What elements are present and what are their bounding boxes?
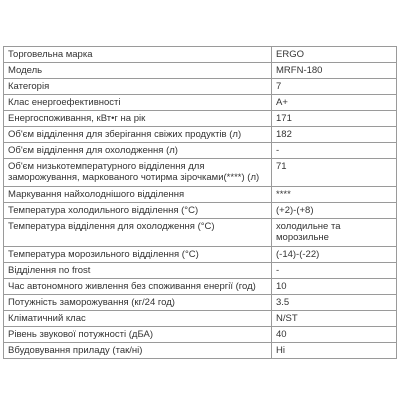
table-row — [4, 187, 397, 203]
spec-value: (-14)-(-22) — [272, 247, 397, 263]
spec-value: **** — [272, 187, 397, 203]
table-row — [4, 95, 397, 111]
table-row — [4, 143, 397, 159]
spec-label: Категорія — [4, 79, 272, 95]
spec-label: Температура холодильного відділення (°С) — [4, 203, 272, 219]
spec-label: Температура відділення для охолодження (°С) — [4, 219, 272, 247]
spec-value: 10 — [272, 279, 397, 295]
spec-label: Об'єм відділення для охолодження (л) — [4, 143, 272, 159]
table-row — [4, 47, 397, 63]
spec-label: Маркування найхолоднішого відділення — [4, 187, 272, 203]
table-row — [4, 63, 397, 79]
spec-label: Потужність заморожування (кг/24 год) — [4, 295, 272, 311]
spec-label: Кліматичний клас — [4, 311, 272, 327]
spec-value: 171 — [272, 111, 397, 127]
spec-label: Час автономного живлення без споживання енергії (год) — [4, 279, 272, 295]
spec-value: - — [272, 143, 397, 159]
spec-label: Об'єм відділення для зберігання свіжих продуктів (л) — [4, 127, 272, 143]
table-row — [4, 263, 397, 279]
spec-label: Торговельна марка — [4, 47, 272, 63]
spec-label: Рівень звукової потужності (дБА) — [4, 327, 272, 343]
spec-label: Об'єм низькотемпературного відділення для заморожування, маркованого чотирма зірочками(****) (л) — [4, 159, 272, 187]
spec-value: N/ST — [272, 311, 397, 327]
spec-value: A+ — [272, 95, 397, 111]
table-row — [4, 79, 397, 95]
spec-label: Температура морозильного відділення (°С) — [4, 247, 272, 263]
table-row — [4, 311, 397, 327]
table-row — [4, 203, 397, 219]
specifications-table — [3, 46, 397, 359]
spec-value: 40 — [272, 327, 397, 343]
table-row — [4, 159, 397, 187]
table-row — [4, 279, 397, 295]
table-row — [4, 327, 397, 343]
table-row — [4, 219, 397, 247]
spec-label: Модель — [4, 63, 272, 79]
table-row — [4, 295, 397, 311]
spec-value: 3.5 — [272, 295, 397, 311]
spec-label: Відділення no frost — [4, 263, 272, 279]
spec-value: 182 — [272, 127, 397, 143]
spec-value: - — [272, 263, 397, 279]
table-row — [4, 127, 397, 143]
spec-value: 7 — [272, 79, 397, 95]
table-row — [4, 343, 397, 359]
table-row — [4, 247, 397, 263]
spec-label: Енергоспоживання, кВт•г на рік — [4, 111, 272, 127]
table-row — [4, 111, 397, 127]
spec-label: Вбудовування приладу (так/ні) — [4, 343, 272, 359]
spec-value: холодильне та морозильне — [272, 219, 397, 247]
spec-value: 71 — [272, 159, 397, 187]
spec-value: MRFN-180 — [272, 63, 397, 79]
spec-value: Ні — [272, 343, 397, 359]
spec-value: ERGO — [272, 47, 397, 63]
spec-label: Клас енергоефективності — [4, 95, 272, 111]
spec-value: (+2)-(+8) — [272, 203, 397, 219]
